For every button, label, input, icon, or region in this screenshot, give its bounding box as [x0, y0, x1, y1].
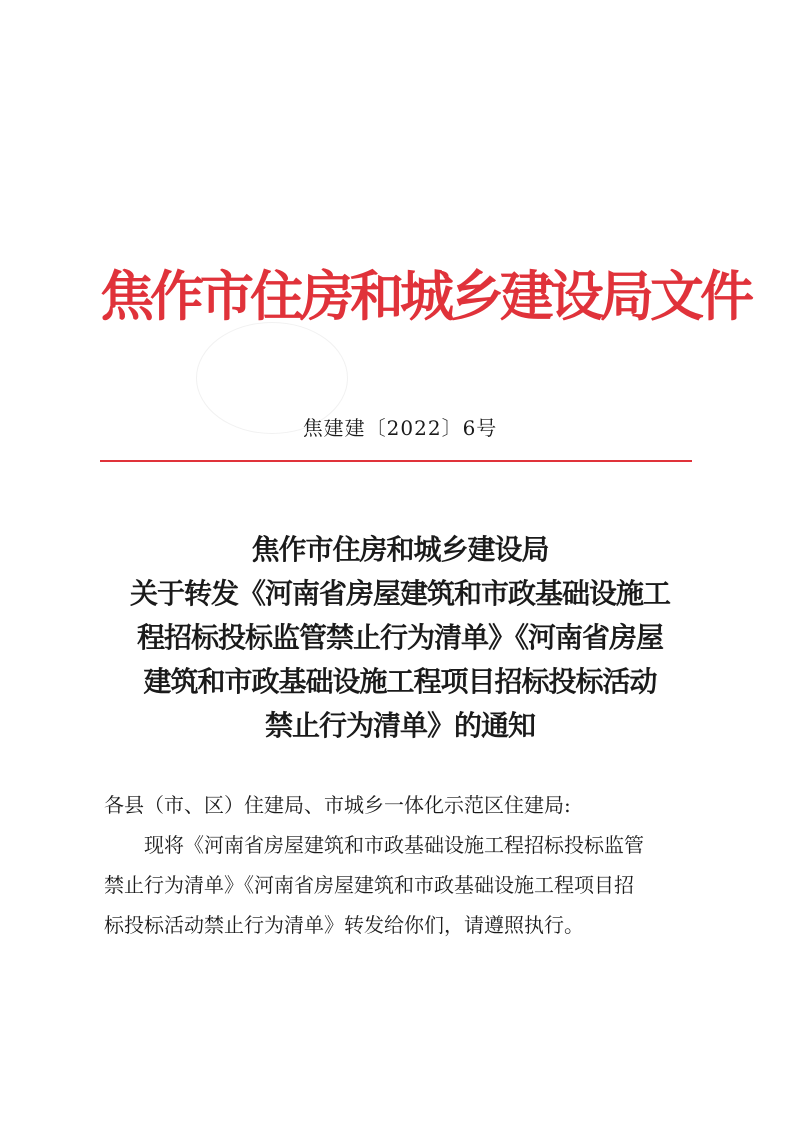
red-divider-line — [100, 460, 692, 462]
salutation-line: 各县（市、区）住建局、市城乡一体化示范区住建局: — [104, 793, 571, 817]
body-line: 现将《河南省房屋建筑和市政基础设施工程招标投标监管 — [144, 833, 644, 857]
document-number: 焦建建〔2022〕6号 — [302, 416, 498, 440]
notice-title-line: 禁止行为清单》的通知 — [264, 709, 535, 742]
notice-body — [104, 785, 704, 945]
agency-header-title: 焦作市住房和城乡建设局文件 — [100, 265, 750, 328]
notice-title — [80, 528, 720, 748]
notice-title-line: 建筑和市政基础设施工程项目招标投标活动 — [143, 665, 657, 698]
body-line: 禁止行为清单》《河南省房屋建筑和市政基础设施工程项目招 — [104, 873, 634, 897]
notice-title-line: 程招标投标监管禁止行为清单》《河南省房屋 — [136, 621, 663, 654]
notice-title-line: 关于转发《河南省房屋建筑和市政基础设施工 — [129, 577, 670, 610]
body-line: 标投标活动禁止行为清单》转发给你们，请遵照执行。 — [104, 913, 584, 937]
notice-title-line: 焦作市住房和城乡建设局 — [251, 533, 549, 566]
